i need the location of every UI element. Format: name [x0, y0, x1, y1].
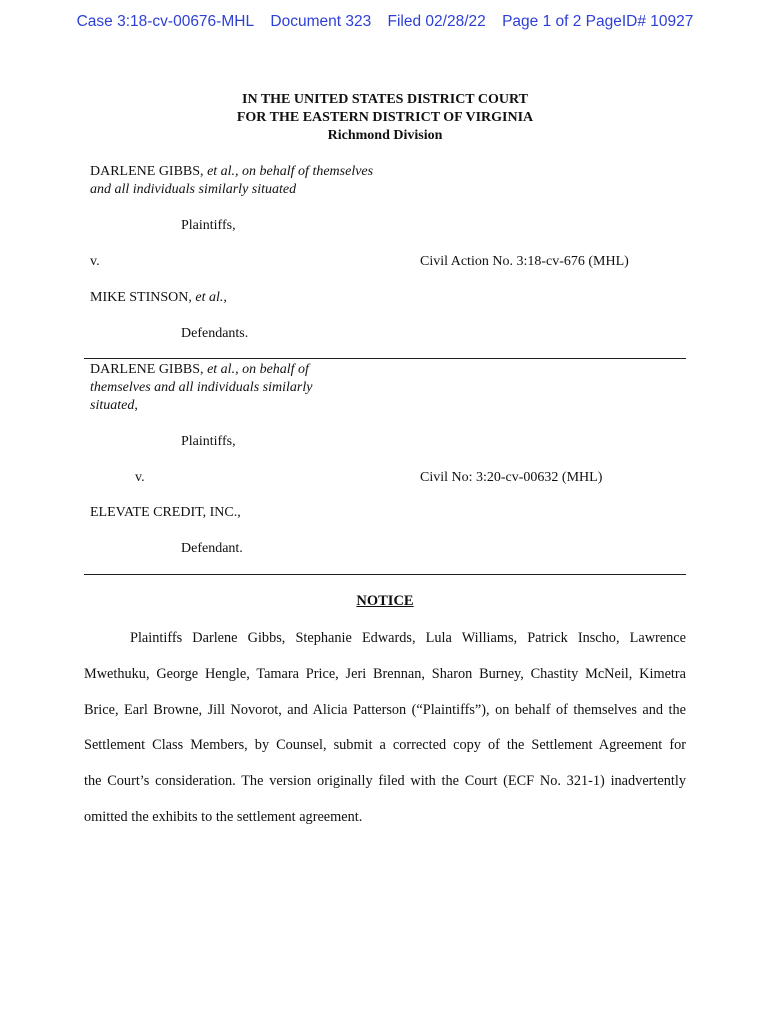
document-number: Document 323 [270, 13, 372, 30]
caption2-civil-no: Civil No: 3:20-cv-00632 (MHL) [420, 470, 603, 485]
caption1-defendant-name: MIKE STINSON, [90, 290, 192, 305]
caption2-defendant-name: ELEVATE CREDIT, INC., [90, 505, 241, 520]
caption2-plaintiffs-label: Plaintiffs, [181, 434, 236, 449]
caption1-plaintiffs-label: Plaintiffs, [181, 218, 236, 233]
court-division: Richmond Division [327, 128, 443, 143]
caption1-civil-action: Civil Action No. 3:18-cv-676 (MHL) [420, 254, 629, 269]
caption1-plaintiff-name: DARLENE GIBBS, [90, 164, 204, 179]
court-name-line2: FOR THE EASTERN DISTRICT OF VIRGINIA [236, 110, 534, 125]
caption1-plaintiff-desc-2: and all individuals similarly situated [90, 182, 297, 197]
caption1-defendant [90, 290, 227, 306]
notice-line: Plaintiffs Darlene Gibbs, Stephanie Edwards, Lula Williams, Patrick Inscho, Lawrence [130, 630, 686, 646]
caption2-plaintiff [90, 362, 309, 378]
case-number: Case 3:18-cv-00676-MHL [76, 13, 255, 30]
court-name-line1: IN THE UNITED STATES DISTRICT COURT [242, 92, 528, 107]
notice-line: Brice, Earl Browne, Jill Novorot, and Alicia Patterson (“Plaintiffs”), on behalf of themselves and the [84, 702, 686, 718]
notice-line: Mwethuku, George Hengle, Tamara Price, Jeri Brennan, Sharon Burney, Chastity McNeil, Kimetra [84, 666, 686, 682]
filing-stamp [0, 13, 770, 31]
caption1-plaintiff [90, 164, 373, 180]
caption1-defendant-etal: et al., [191, 290, 227, 305]
notice-line: omitted the exhibits to the settlement agreement. [84, 809, 363, 825]
caption2-plaintiff-desc-3 [90, 398, 138, 414]
notice-line: Settlement Class Members, by Counsel, submit a corrected copy of the Settlement Agreement for [84, 737, 686, 753]
caption2-plaintiff-name: DARLENE GIBBS, [90, 362, 204, 377]
caption1-defendants-label: Defendants. [181, 326, 249, 341]
filed-date: Filed 02/28/22 [387, 13, 486, 30]
caption2-versus: v. [135, 470, 145, 485]
caption-end-divider [84, 574, 686, 575]
caption-divider [84, 358, 686, 359]
caption2-plaintiff-desc-1: , on behalf of [235, 362, 309, 377]
caption1-plaintiff-desc-1: et al., on behalf of themselves [203, 164, 374, 179]
caption2-etal: et al. [203, 362, 236, 377]
caption2-situated: situated [90, 398, 135, 413]
caption2-defendant-label: Defendant. [181, 541, 243, 556]
notice-line: the Court’s consideration. The version originally filed with the Court (ECF No. 321-1) inadvertently [84, 773, 686, 789]
caption1-versus: v. [90, 254, 100, 269]
page-info: Page 1 of 2 PageID# 10927 [502, 13, 694, 30]
notice-title: NOTICE [356, 593, 414, 609]
caption2-plaintiff-desc-2: themselves and all individuals similarly [90, 380, 313, 395]
caption2-situated-comma: , [134, 398, 138, 413]
